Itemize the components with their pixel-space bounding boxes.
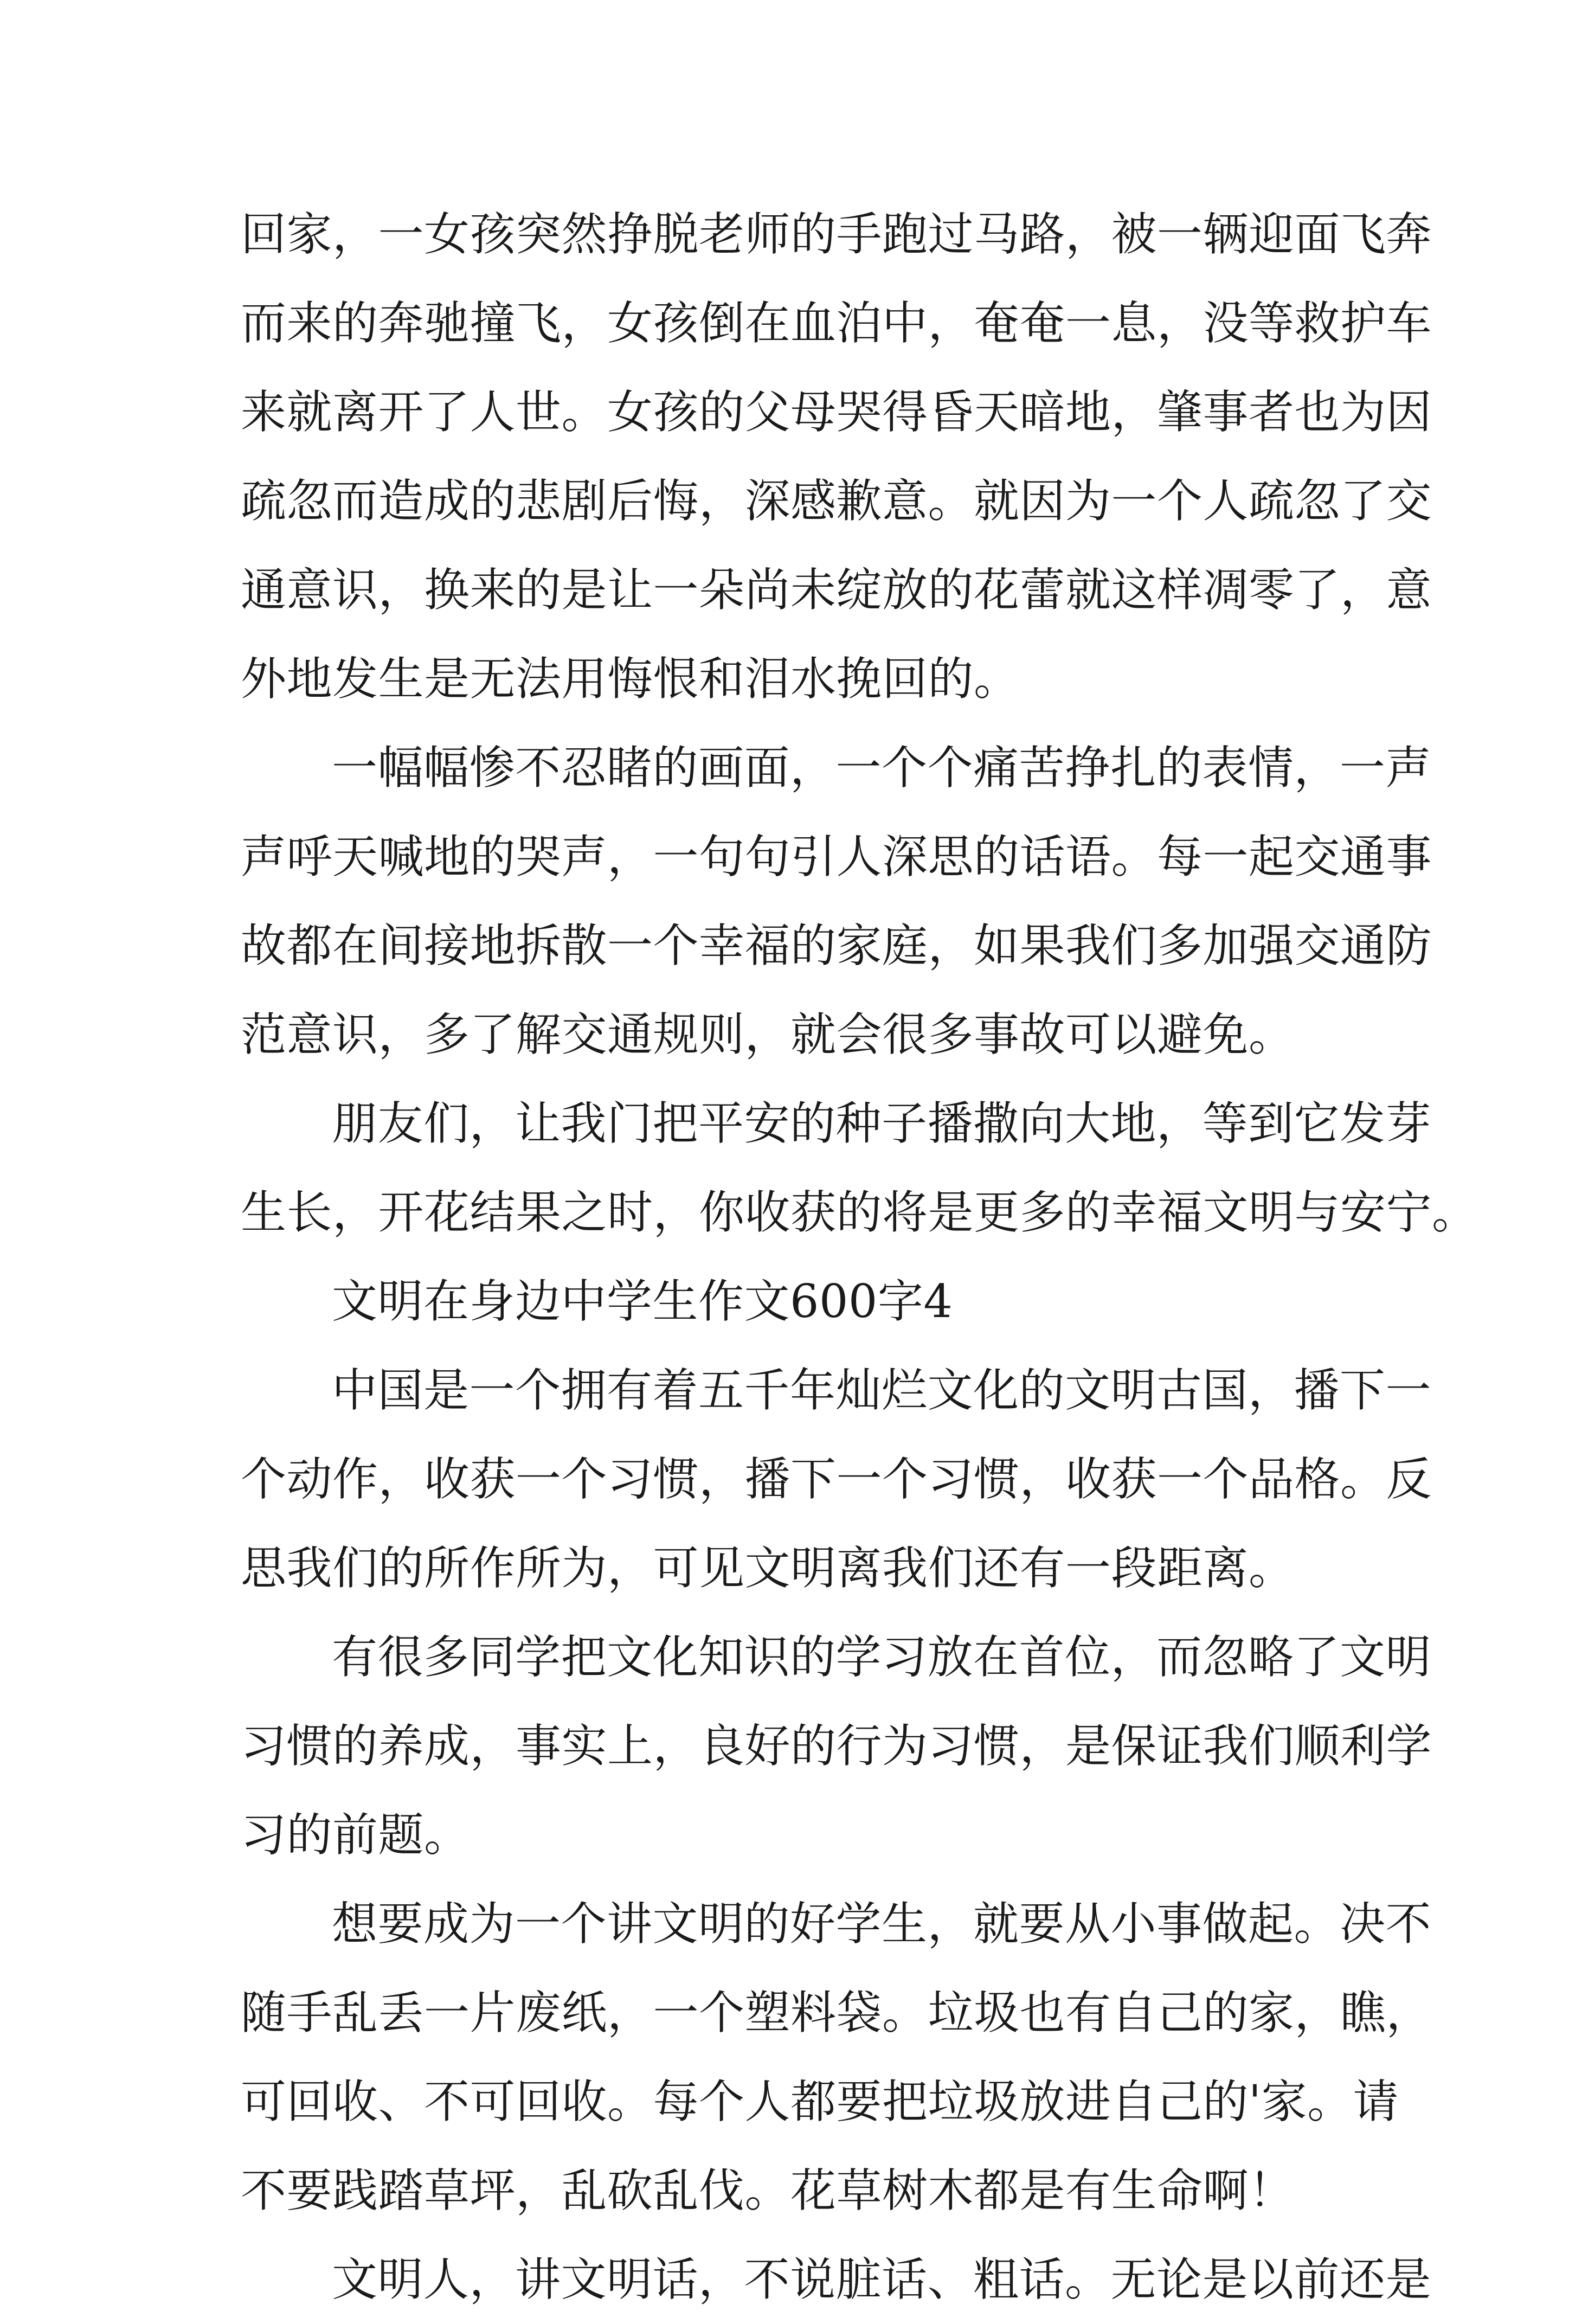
text-line: 思我们的所作所为，可见文明离我们还有一段距离。 — [241, 1542, 1295, 1595]
text-line: 随手乱丢一片废纸，一个塑料袋。垃圾也有自己的家，瞧， — [241, 1986, 1432, 2039]
text-line: 个动作，收获一个习惯，播下一个习惯，收获一个品格。反 — [241, 1453, 1432, 1506]
text-line: 习惯的养成，事实上，良好的行为习惯，是保证我们顺利学 — [241, 1719, 1432, 1773]
text-line: 而来的奔驰撞飞，女孩倒在血泊中，奄奄一息，没等救护车 — [241, 297, 1432, 350]
text-line: 来就离开了人世。女孩的父母哭得昏天暗地，肇事者也为因 — [241, 386, 1432, 439]
text-line: 可回收、不可回收。每个人都要把垃圾放进自己的'家。请 — [241, 2075, 1399, 2128]
paragraph-first-line: 想要成为一个讲文明的好学生，就要从小事做起。决不 — [332, 1897, 1432, 1950]
section-heading: 文明在身边中学生作文600字4 — [332, 1275, 953, 1328]
paragraph-first-line: 朋友们，让我门把平安的种子播撒向大地，等到它发芽 — [332, 1097, 1432, 1150]
document-body — [241, 190, 1478, 2324]
text-line: 疏忽而造成的悲剧后悔，深感歉意。就因为一个人疏忽了交 — [241, 474, 1432, 528]
text-line: 故都在间接地拆散一个幸福的家庭，如果我们多加强交通防 — [241, 919, 1432, 972]
text-line: 生长，开花结果之时，你收获的将是更多的幸福文明与安宁。 — [241, 1186, 1478, 1239]
text-line: 不要践踏草坪，乱砍乱伐。花草树木都是有生命啊！ — [241, 2164, 1295, 2217]
paragraph-first-line: 有很多同学把文化知识的学习放在首位，而忽略了文明 — [332, 1630, 1432, 1684]
paragraph-first-line: 文明人，讲文明话，不说脏话、粗话。无论是以前还是 — [332, 2253, 1432, 2306]
text-line: 声呼天喊地的哭声，一句句引人深思的话语。每一起交通事 — [241, 830, 1432, 883]
text-line: 外地发生是无法用悔恨和泪水挽回的。 — [241, 652, 1020, 705]
text-line: 通意识，换来的是让一朵尚未绽放的花蕾就这样凋零了，意 — [241, 563, 1432, 617]
paragraph-first-line: 中国是一个拥有着五千年灿烂文化的文明古国，播下一 — [332, 1364, 1432, 1417]
text-line: 范意识，多了解交通规则，就会很多事故可以避免。 — [241, 1008, 1295, 1061]
text-line: 回家，一女孩突然挣脱老师的手跑过马路，被一辆迎面飞奔 — [241, 208, 1432, 261]
paragraph-first-line: 一幅幅惨不忍睹的画面，一个个痛苦挣扎的表情，一声 — [332, 741, 1432, 794]
text-line: 习的前题。 — [241, 1808, 470, 1861]
